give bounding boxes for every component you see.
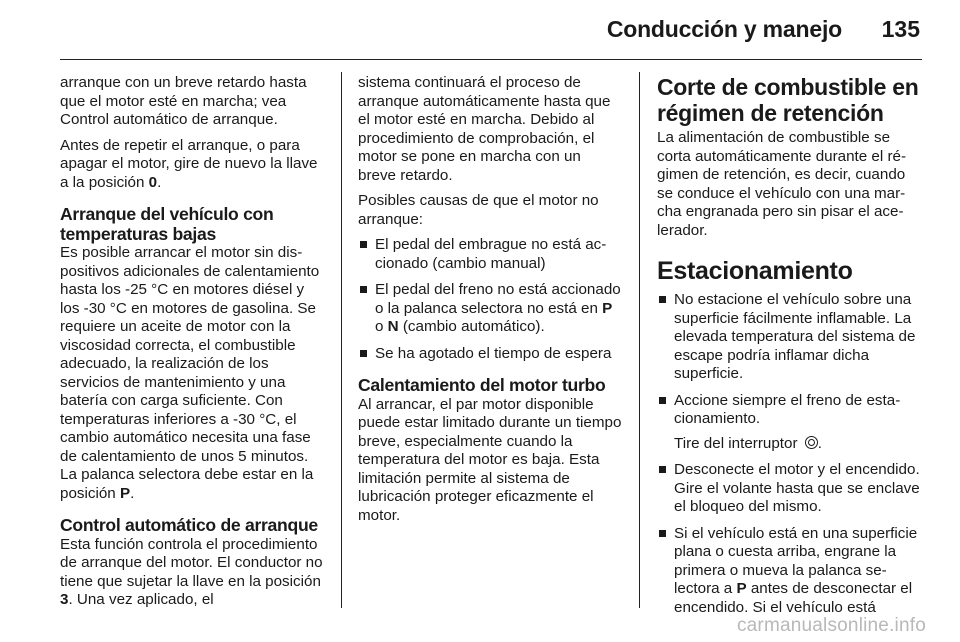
- bullet-square-icon: [659, 530, 666, 537]
- paragraph-text: Tire del interruptor: [674, 434, 802, 452]
- list-item-text: No estacione el vehículo sobre una superficie fácilmente inflamable. La elevada temperatura del sistema de escape podría inflamar dicha superficie.: [674, 291, 916, 382]
- paragraph-text: Al arrancar, el par motor disponible puede estar limitado durante un tiempo breve, especialmente cuando la temperatura del motor es baja. Esta limitación permite al sistema de lubricación proteger eficazmente el motor.: [358, 395, 622, 524]
- list-item: [657, 461, 921, 517]
- paragraph-text: .: [817, 434, 822, 452]
- key-position-label: 0: [148, 173, 158, 191]
- parking-brake-switch-icon: [805, 436, 818, 449]
- paragraph: [657, 435, 921, 454]
- heading-low-temperature: Arranque del vehículo con temperaturas bajas: [60, 204, 274, 244]
- heading-turbo-warmup: Calentamiento del motor turbo: [358, 375, 606, 395]
- bullet-square-icon: [659, 466, 666, 473]
- list-item-text: El pedal del freno no está accionado o la palanca selectora no está en: [375, 281, 621, 317]
- paragraph-text: Antes de repetir el arranque, o para apagar el motor, gire de nuevo la llave a la posición: [60, 136, 318, 191]
- selector-position-label: N: [387, 318, 399, 335]
- list-item-text: o: [375, 318, 388, 335]
- paragraph: [358, 74, 622, 185]
- header-divider: [60, 59, 922, 60]
- bullet-square-icon: [360, 241, 367, 248]
- list-item-text: antes de desconectar el encendido. Si el vehículo está: [674, 580, 913, 616]
- selector-position-label: P: [119, 484, 131, 502]
- list-item: [358, 281, 622, 337]
- paragraph-text: .: [157, 173, 162, 191]
- watermark: carmanualsonline.info: [736, 615, 926, 636]
- list-item-text: Desconecte el motor y el encendido. Gire el volante hasta que se enclave el bloqueo del mismo.: [674, 461, 920, 515]
- list-item: [358, 236, 622, 273]
- page-title: Conducción y manejo: [606, 16, 842, 42]
- selector-position-label: P: [736, 580, 747, 597]
- column-divider-2: [639, 72, 640, 608]
- list-item: [358, 345, 622, 364]
- paragraph-text: Es posible arrancar el motor sin dispositivos adicionales de calentamiento hasta los -25 °C en motores diésel y los -30 °C en motores de gasolina. Se requiere un aceite de motor con la viscosidad correcta, el combustible adecuado, la realización de los servicios de mantenimiento y una batería con carga suficiente. Con temperaturas inferiores a -30 °C, el cambio automático necesita una fase de calentamiento de unos 5 minutos. La palanca selectora debe estar en la posición: [60, 244, 320, 502]
- list-item-text: Si el vehículo está en una superficie plana o cuesta arriba, engrane la primera o mueva la palanca selectora a: [674, 524, 918, 597]
- column-1: [60, 74, 324, 617]
- selector-position-label: P: [602, 299, 613, 317]
- page-header: [0, 0, 960, 62]
- bullet-square-icon: [360, 350, 367, 357]
- paragraph-text: . Una vez aplicado, el: [68, 591, 214, 608]
- start-failure-list: [358, 236, 622, 363]
- list-item: [657, 525, 921, 618]
- column-2: [358, 74, 622, 532]
- paragraph-text: arranque con un breve retardo hasta que el motor esté en marcha; vea Control automático de arranque.: [60, 74, 307, 128]
- paragraph: [657, 129, 921, 240]
- heading-fuel-cutoff: Corte de combustible en régimen de retención: [657, 74, 919, 126]
- list-item-text: Accione siempre el freno de estacionamiento.: [674, 391, 901, 427]
- paragraph-text: La alimentación de combustible se corta automáticamente durante el régimen de retención, es decir, cuando se conduce el vehículo con una marcha engranada pero sin pisar el acelerador.: [657, 129, 907, 239]
- paragraph-text: .: [130, 484, 135, 502]
- list-item: [657, 392, 921, 429]
- paragraph: [358, 192, 622, 229]
- list-item-text: Se ha agotado el tiempo de espera: [375, 344, 612, 362]
- list-item-text: El pedal del embrague no está accionado (cambio manual): [375, 236, 607, 272]
- parking-list-continued: [657, 461, 921, 617]
- parking-list: [657, 291, 921, 429]
- paragraph: [60, 74, 324, 130]
- column-3: [657, 74, 921, 625]
- paragraph-text: Esta función controla el procedimiento de arranque del motor. El conductor no tiene que sujetar la llave en la posición: [60, 535, 323, 590]
- key-position-label: 3: [60, 591, 69, 608]
- page-number: 135: [881, 16, 920, 42]
- bullet-square-icon: [659, 397, 666, 404]
- column-divider-1: [341, 72, 342, 608]
- paragraph-text: sistema continuará el proceso de arranque automáticamente hasta que el motor esté en marcha. Debido al procedimiento de comprobación, el motor se pone en marcha con un breve retardo.: [358, 74, 611, 184]
- paragraph: [60, 137, 324, 193]
- bullet-square-icon: [360, 286, 367, 293]
- bullet-square-icon: [659, 296, 666, 303]
- paragraph: [60, 244, 324, 503]
- list-item: [657, 291, 921, 384]
- paragraph: [358, 396, 622, 526]
- paragraph: [60, 536, 324, 610]
- paragraph-text: Posibles causas de que el motor no arranque:: [358, 192, 599, 228]
- list-item-text: (cambio automático).: [398, 318, 545, 335]
- heading-parking: Estacionamiento: [657, 257, 853, 285]
- heading-auto-start-control: Control automático de arranque: [60, 515, 318, 535]
